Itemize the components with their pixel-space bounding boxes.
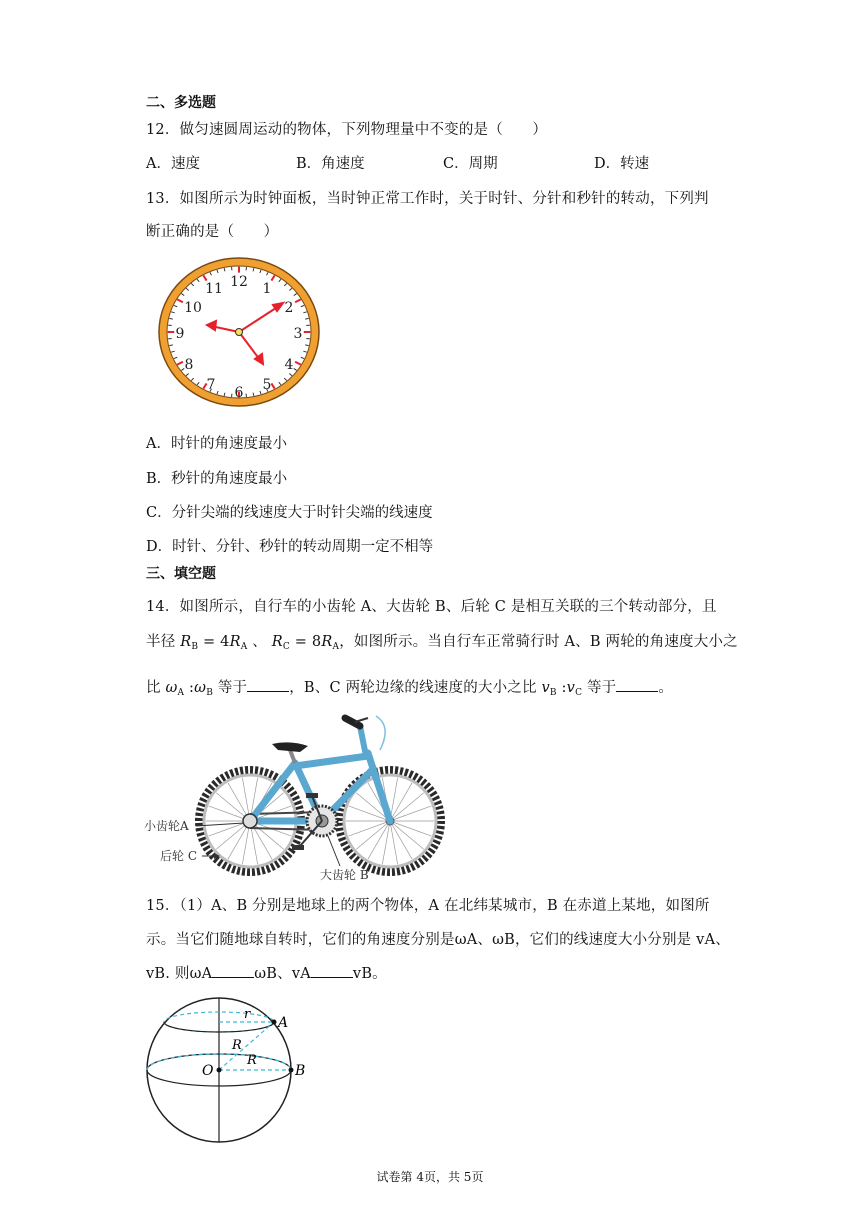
q14-line3-equals1: 等于 xyxy=(213,680,248,696)
seat-post xyxy=(290,750,295,763)
point-a xyxy=(272,1020,277,1025)
label-small-gear: 小齿轮A xyxy=(144,819,189,833)
point-b xyxy=(289,1068,294,1073)
q14-line2-prefix: 半径 xyxy=(146,634,181,650)
q15-line2: 示。当它们随地球自转时，它们的角速度分别是ωA、ωB，它们的线速度大小分别是 vA、 xyxy=(146,932,730,948)
point-o xyxy=(217,1068,222,1073)
q12-option-c: C．周期 xyxy=(443,156,498,172)
handlebar-stem xyxy=(360,726,366,756)
q14-line3 xyxy=(146,676,673,698)
q15-line1: 15．（1）A、B 分别是地球上的两个物体，A 在北纬某城市，B 在赤道上某地，如图所 xyxy=(146,898,710,914)
handle-grip xyxy=(355,718,368,722)
clock-tick xyxy=(169,345,173,346)
clock-figure xyxy=(156,256,322,408)
brake-cable xyxy=(376,716,385,750)
q12-stem: 12．做匀速圆周运动的物体，下列物理量中不变的是（ ） xyxy=(146,122,548,138)
label-r: r xyxy=(244,1007,251,1022)
earth-figure xyxy=(140,992,310,1144)
label-R1: R xyxy=(232,1038,242,1053)
wheel-spoke xyxy=(349,821,390,836)
clock-number-10: 10 xyxy=(184,300,202,316)
q15-line3 xyxy=(146,962,387,983)
q13-option-d: D．时针、分针、秒针的转动周期一定不相等 xyxy=(146,539,434,555)
clock-number-4: 4 xyxy=(284,357,294,373)
q12-option-a: A．速度 xyxy=(146,156,200,172)
q14-blank-2[interactable] xyxy=(616,679,658,692)
q15-vb: vB。 xyxy=(352,966,387,982)
q13-option-c: C．分针尖端的线速度大于时针尖端的线速度 xyxy=(146,505,433,521)
label-rear-wheel: 后轮 C xyxy=(160,849,197,863)
q13-stem-line1: 13．如图所示为时钟面板，当时钟正常工作时，关于时针、分针和秒针的转动，下列判 xyxy=(146,191,709,207)
clock-number-5: 5 xyxy=(262,377,272,393)
q14-line3-prefix: 比 xyxy=(146,680,166,696)
q15-omega-a: vB. 则ωA xyxy=(146,966,213,982)
q14-omega-ratio: $\omega_A$ $:\omega_B$ xyxy=(165,680,214,698)
q14-radius-formula: $R_B = 4R_A$ 、 $R_C = 8R_A$ xyxy=(180,634,340,652)
clock-number-6: 6 xyxy=(234,385,244,401)
q14-blank-1[interactable] xyxy=(247,679,289,692)
pedal-down xyxy=(292,845,304,850)
clock-number-8: 8 xyxy=(184,357,194,373)
wheel-spoke xyxy=(390,806,431,821)
clock-tick xyxy=(305,345,309,346)
clock-number-12: 12 xyxy=(230,274,248,290)
clock-number-1: 1 xyxy=(262,281,272,297)
seat xyxy=(272,742,308,752)
q14-line2 xyxy=(146,630,738,652)
q13-stem-line2: 断正确的是（ ） xyxy=(146,224,279,240)
label-R2: R xyxy=(247,1053,257,1068)
clock-number-2: 2 xyxy=(284,300,294,316)
clock-tick xyxy=(169,318,173,319)
wheel-spoke xyxy=(390,821,424,849)
q14-line3-mid: ，B、C 两轮边缘的线速度的大小之比 xyxy=(289,680,542,696)
q12-option-d: D．转速 xyxy=(594,156,650,172)
clock-tick xyxy=(305,318,309,319)
label-a: A xyxy=(278,1015,289,1031)
section-heading-fill-in: 三、填空题 xyxy=(146,566,216,582)
clock-center xyxy=(236,329,243,336)
wheel-spoke xyxy=(390,793,424,821)
q14-line3-end: 。 xyxy=(658,680,674,696)
bicycle-figure xyxy=(140,708,450,886)
q14-line1: 14．如图所示，自行车的小齿轮 A、大齿轮 B、后轮 C 是相互关联的三个转动部分，且 xyxy=(146,599,717,615)
q12-option-b: B．角速度 xyxy=(296,156,365,172)
label-b: B xyxy=(295,1063,306,1079)
q13-option-a: A．时针的角速度最小 xyxy=(146,436,287,452)
q14-v-ratio: $v_B$ $:v_C$ xyxy=(541,680,583,698)
q14-line2-suffix: ，如图所示。当自行车正常骑行时 A、B 两轮的角速度大小之 xyxy=(339,634,738,650)
q15-blank-1[interactable] xyxy=(212,965,254,978)
clock-number-7: 7 xyxy=(206,377,216,393)
label-o: O xyxy=(202,1063,214,1079)
clock-number-3: 3 xyxy=(293,326,303,342)
section-heading-multi-choice: 二、多选题 xyxy=(146,95,216,111)
small-gear xyxy=(243,814,257,828)
q13-option-b: B．秒针的角速度最小 xyxy=(146,471,288,487)
q14-line3-equals2: 等于 xyxy=(582,680,617,696)
q15-omega-b-va: ωB、vA xyxy=(254,966,311,982)
label-big-gear: 大齿轮 B xyxy=(320,868,369,882)
wheel-spoke xyxy=(390,821,431,836)
wheel-spoke xyxy=(356,821,390,849)
leader-big-gear xyxy=(328,836,340,866)
pedal-up xyxy=(306,793,318,798)
clock-number-11: 11 xyxy=(205,281,223,297)
clock-number-9: 9 xyxy=(175,326,185,342)
q15-blank-2[interactable] xyxy=(311,965,353,978)
page-footer: 试卷第 4页，共 5页 xyxy=(376,1170,484,1184)
